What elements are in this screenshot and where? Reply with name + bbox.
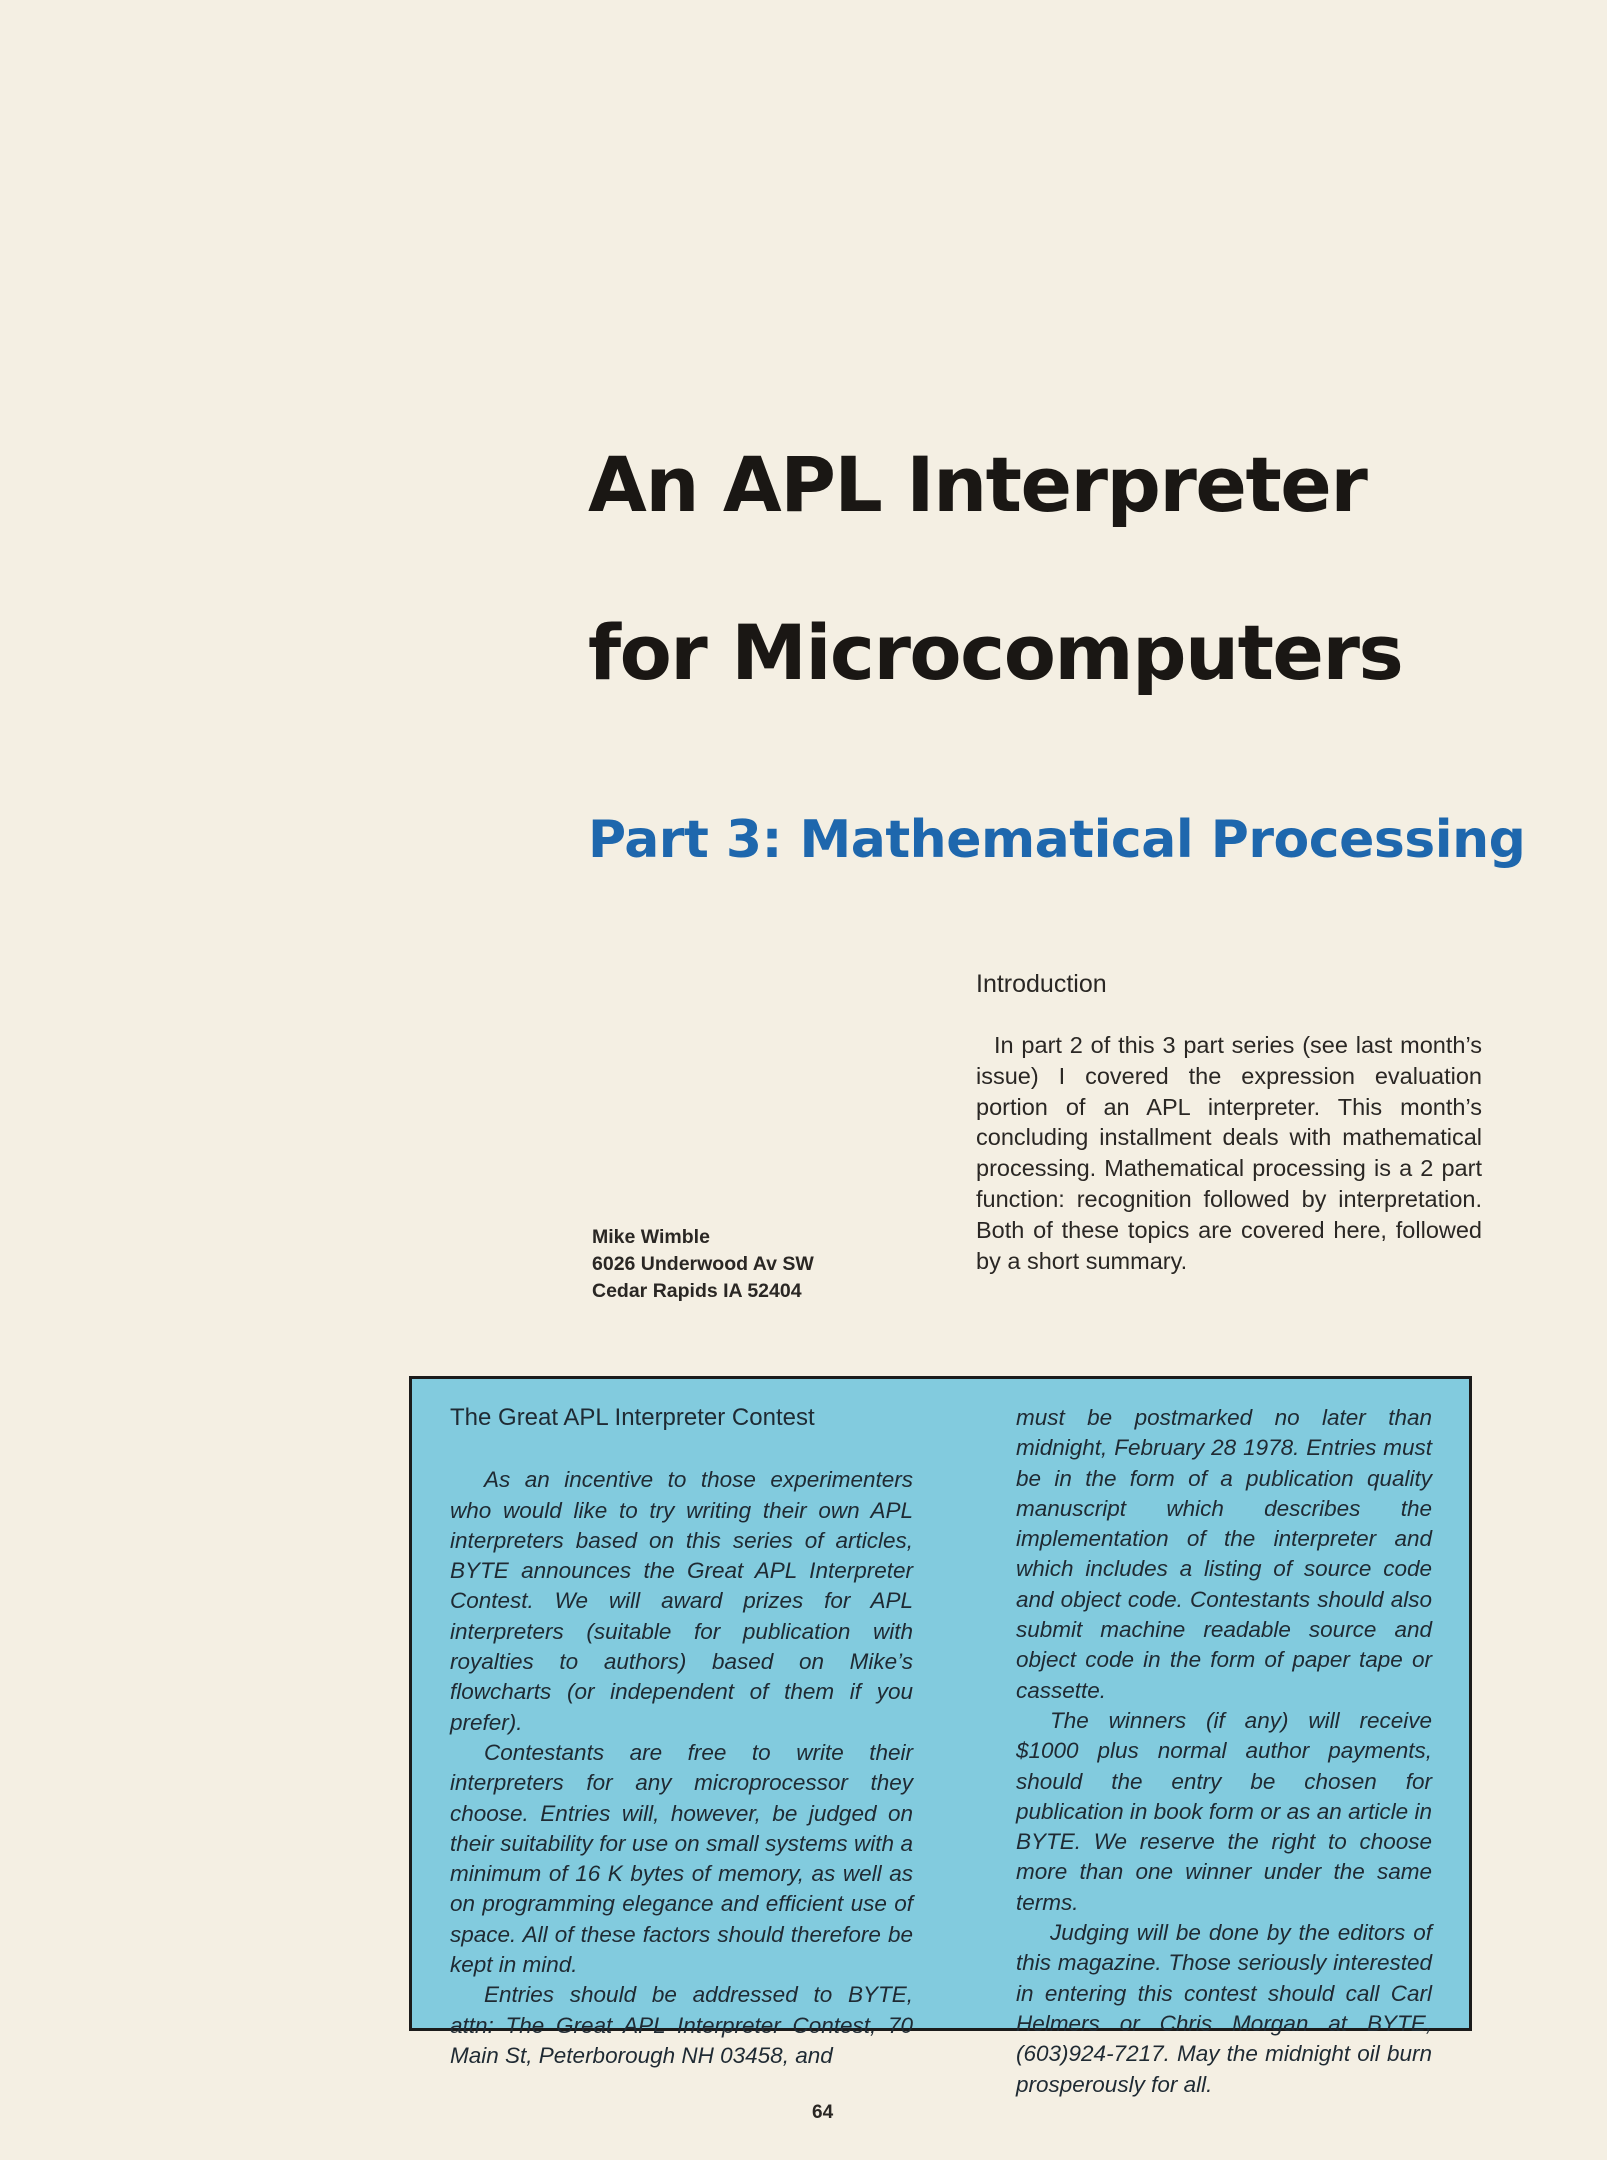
article-subtitle: Part 3: Mathematical Processing	[588, 810, 1526, 870]
contest-paragraph: The winners (if any) will receive $1000 plus normal author payments, should the entry be chosen for publication in book form or as an article in BYTE. We reserve the right to choose more than one winner under the same terms.	[1016, 1707, 1432, 1915]
contest-paragraph: Entries should be addressed to BYTE, attn: The Great APL Interpreter Contest, 70 Main St, Peterborough NH 03458, and	[450, 1982, 913, 2068]
contest-title: The Great APL Interpreter Contest	[450, 1404, 815, 1431]
contest-paragraph: Judging will be done by the editors of this magazine. Those seriously interested in entering this contest should call Carl Helmers or Chris Morgan at BYTE, (603)924-7217. May the midnight oil burn prosperously for all.	[1016, 1920, 1432, 2097]
contest-sidebar-box	[409, 1376, 1472, 2097]
article-title-line-2: for Microcomputers	[588, 608, 1403, 697]
introduction-heading: Introduction	[976, 970, 1107, 998]
author-name: Mike Wimble	[592, 1226, 710, 1248]
contest-left-column	[450, 1403, 913, 2071]
contest-paragraph: As an incentive to those experimenters who would like to try writing their own APL interpreters based on this series of articles, BYTE announces the Great APL Interpreter Contest. We will award prizes for APL interpreters (suitable for publication with royalties to authors) based on Mike’s flowcharts (or independent of them if you prefer).	[450, 1467, 913, 1735]
contest-paragraph: Contestants are free to write their interpreters for any microprocessor they choose. Entries will, however, be judged on their suitability for use on small systems with a minimum of 16 K bytes of memory, as well as on programming elegance and efficient use of space. All of these factors should therefore be kept in mind.	[450, 1739, 913, 1978]
author-block	[592, 1224, 814, 1305]
contest-paragraph: must be postmarked no later than midnight, February 28 1978. Entries must be in the form of a publication quality manuscript which describes the implementation of the interpreter and which includes a listing of source code and object code. Contestants should also submit machine readable source and object code in the form of paper tape or cassette.	[1016, 1405, 1432, 1703]
article-title-line-1: An APL Interpreter	[588, 440, 1367, 529]
author-street: 6026 Underwood Av SW	[592, 1253, 814, 1275]
introduction-paragraph: In part 2 of this 3 part series (see last month’s issue) I covered the expression evaluation portion of an APL interpreter. This month’s concluding installment deals with mathematical processing. Mathematical processing is a 2 part function: recognition followed by interpretation. Both of these topics are covered here, followed by a short summary.	[976, 1032, 1482, 1274]
author-city: Cedar Rapids IA 52404	[592, 1280, 802, 1302]
contest-right-column	[1016, 1403, 1432, 2100]
page-number: 64	[812, 2102, 834, 2123]
